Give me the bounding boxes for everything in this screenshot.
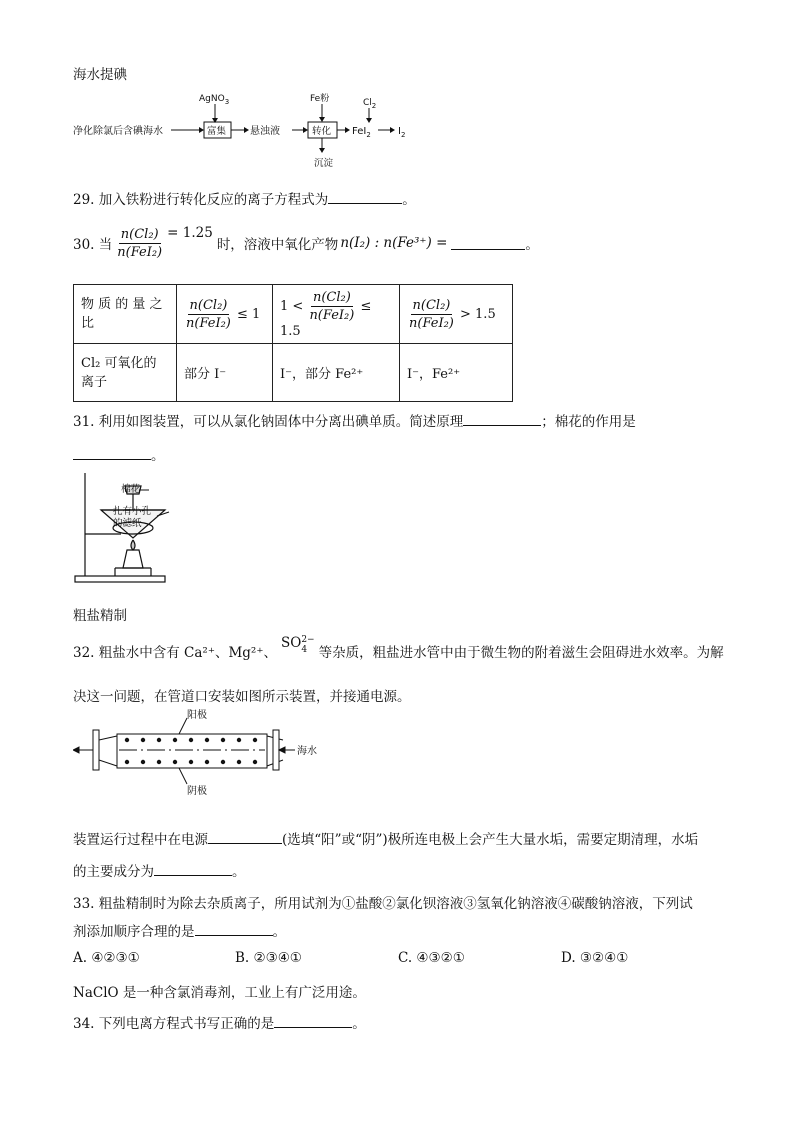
option-b[interactable]: B. ②③④①	[235, 950, 302, 966]
answer-blank-32b[interactable]	[154, 863, 232, 876]
answer-blank-33[interactable]	[195, 923, 273, 936]
question-33-line2: 剂添加顺序合理的是 。	[73, 924, 286, 940]
table-cond3: $\frac{\text{n(Cl₂)}}{\text{n(FeI₂)}}$ > 1.5	[400, 285, 513, 344]
flow-reagent1: AgNO$_3$	[199, 94, 230, 106]
apparatus-label-paper: 的滤纸	[113, 518, 142, 529]
label-anode: 阳极	[187, 710, 207, 721]
table-row1-head: 物 质 的 量 之 比	[74, 285, 177, 344]
naclo-intro: NaClO 是一种含氯消毒剂，工业上有广泛用途。	[73, 985, 366, 1001]
answer-blank-34[interactable]	[274, 1015, 352, 1028]
flow-start: 净化除氯后含碘海水	[73, 126, 163, 137]
table-cond1: $\frac{\text{n(Cl₂)}}{\text{n(FeI₂)}}$ ≤ 1	[177, 285, 273, 344]
question-32-line1: 32. 粗盐水中含有 Ca²⁺、Mg²⁺、 SO 2− 4 等杂质，粗盐进水管中由于微生物的附着滋生会阻碍进水效率。为解	[73, 635, 724, 661]
table-row2-head: Cl₂ 可氧化的离子	[74, 344, 177, 402]
answer-blank-31a[interactable]	[463, 413, 541, 426]
apparatus-label-holes: 扎有小孔	[113, 506, 152, 517]
question-29: 29. 加入铁粉进行转化反应的离子方程式为 。	[73, 192, 416, 208]
iodine-flow-diagram	[73, 90, 418, 172]
option-d[interactable]: D. ③②④①	[561, 950, 629, 966]
flow-product-down: 沉淀	[314, 158, 334, 169]
table-cond2: 1 < $\frac{\text{n(Cl₂)}}{\text{n(FeI₂)}}$ ≤ 1.5	[273, 285, 400, 344]
answer-blank-29[interactable]	[328, 191, 402, 204]
label-seawater: 海水	[297, 746, 317, 757]
option-c[interactable]: C. ④③②①	[398, 950, 465, 966]
question-34: 34. 下列电离方程式书写正确的是 。	[73, 1016, 366, 1032]
table-cell2: I⁻，部分 Fe²⁺	[273, 344, 400, 402]
answer-blank-30[interactable]	[451, 237, 525, 250]
label-cathode: 阴极	[187, 786, 207, 797]
flow-reagent2: Fe粉	[310, 94, 330, 104]
q30-fraction: $\frac{\text{n(Cl₂)}}{\text{n(FeI₂)}}$	[117, 226, 163, 260]
flow-mid: 悬浊液	[250, 126, 280, 137]
flow-step1: 富集	[207, 126, 227, 137]
section-title-iodine: 海水提碘	[73, 67, 127, 83]
oxidation-table	[73, 284, 513, 402]
sulfate-ion: SO 2− 4	[280, 635, 315, 655]
flow-step2: 转化	[312, 126, 332, 137]
q29-text: 29. 加入铁粉进行转化反应的离子方程式为	[73, 192, 329, 208]
section-title-salt: 粗盐精制	[73, 608, 127, 624]
question-33-line1: 33. 粗盐精制时为除去杂质离子，所用试剂为①盐酸②氯化钡溶液③氢氧化钠溶液④碳酸钠溶液，下列试	[73, 896, 693, 912]
apparatus-label-cotton: 棉花	[121, 484, 141, 495]
pipe-electrode-device	[73, 706, 333, 798]
flow-inter: FeI$_2$	[352, 126, 371, 139]
question-32-line2: 决这一问题，在管道口安装如图所示装置，并接通电源。	[73, 689, 411, 705]
question-31: 31. 利用如图装置，可以从氯化钠固体中分离出碘单质。简述原理 ；棉花的作用是	[73, 414, 636, 430]
flow-reagent3: $Cl_2$	[363, 98, 377, 110]
table-cell3: I⁻，Fe²⁺	[400, 344, 513, 402]
option-a[interactable]: A. ④②③①	[73, 950, 140, 966]
question-32-line3: 装置运行过程中在电源 (选填“阳”或“阴”)极所连电极上会产生大量水垢，需要定期清理，水垢	[73, 832, 699, 848]
question-32-line4: 的主要成分为 。	[73, 864, 246, 880]
answer-blank-31b[interactable]	[73, 447, 151, 460]
question-31-line2: 。	[73, 444, 165, 464]
question-30: 30. 当 $\frac{\text{n(Cl₂)}}{\text{n(FeI₂)}}$ = 1.25 时，溶液中氧化产物 n(I₂) : n(Fe³⁺) = 。	[73, 225, 539, 260]
sublimation-apparatus	[73, 468, 183, 586]
table-cell1: 部分 I⁻	[177, 344, 273, 402]
flow-final: $I_2$	[398, 126, 406, 139]
answer-blank-32a[interactable]	[208, 831, 282, 844]
